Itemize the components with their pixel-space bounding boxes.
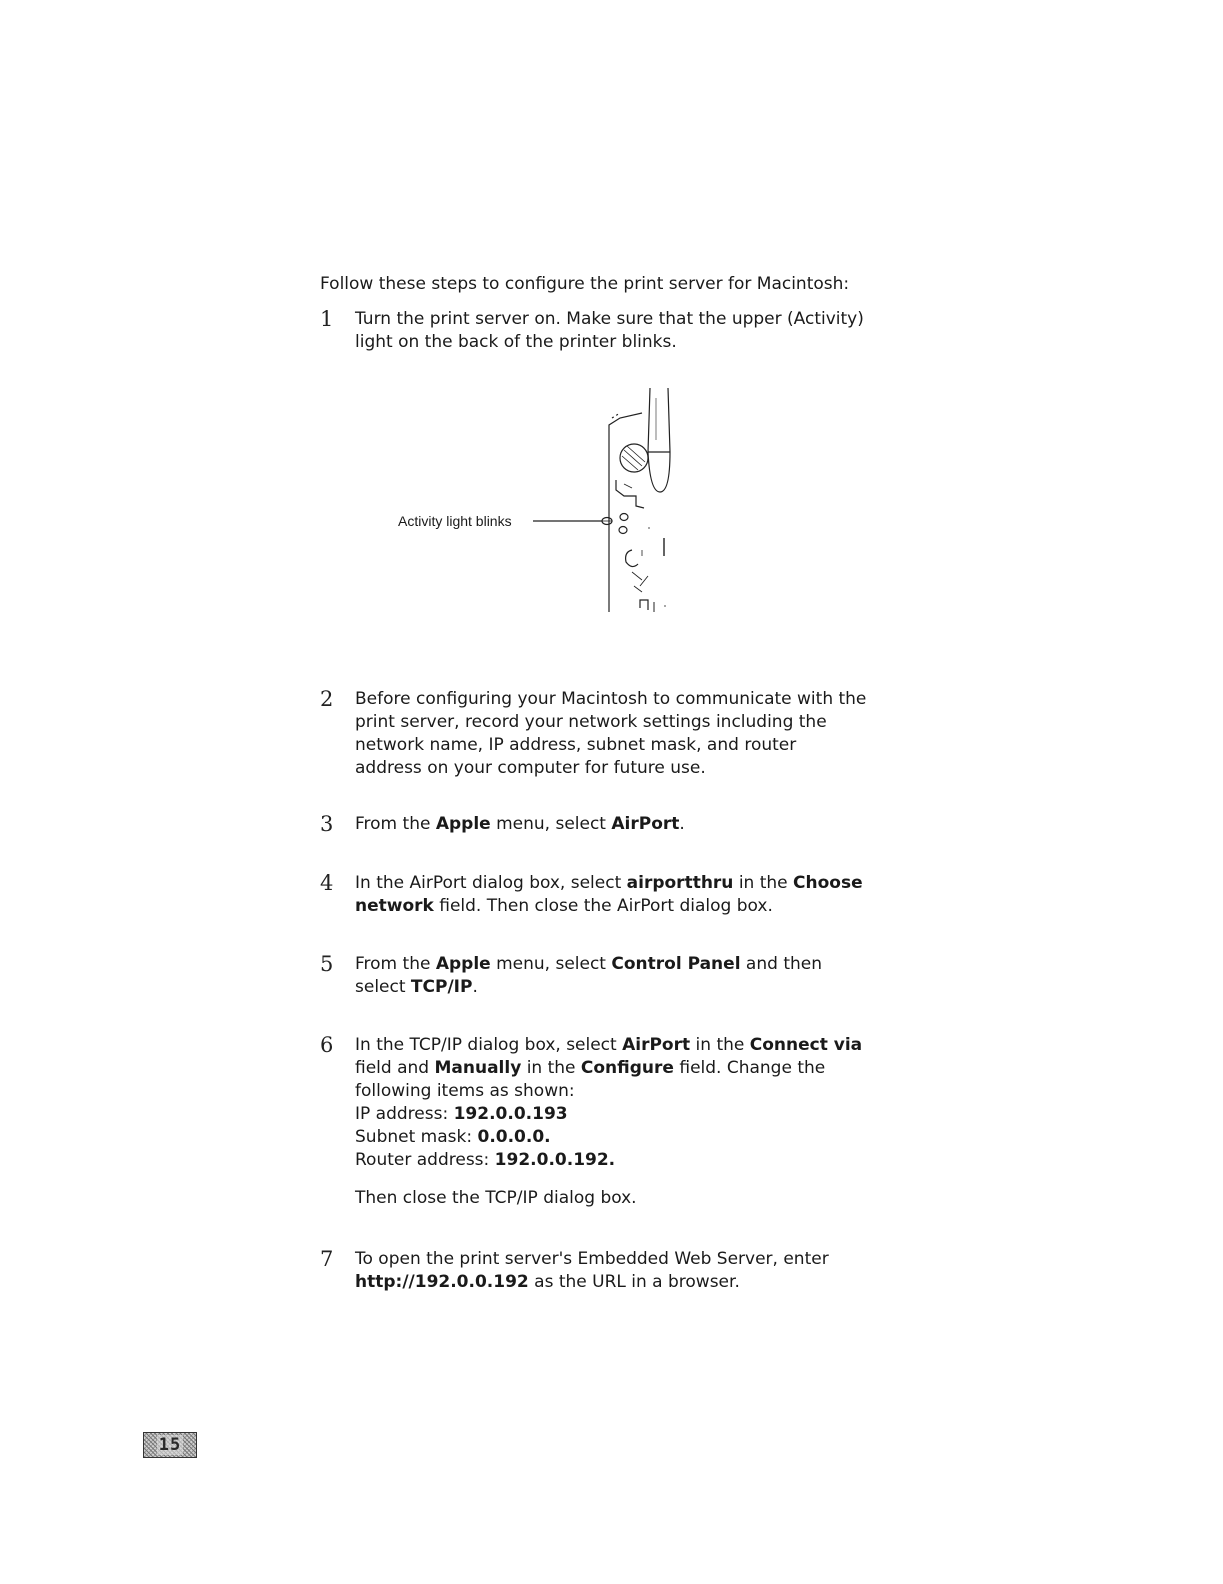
text-run: From the [355,814,436,834]
text-run: field. Change the [673,1058,826,1078]
bold-term: TCP/IP [410,977,473,997]
text-run: field. Then close the AirPort dialog box. [433,896,773,916]
printer-back-illustration [380,380,700,620]
step-line [355,1187,900,1210]
step-text [355,1248,900,1294]
step-line [355,813,900,836]
step-line [355,688,900,711]
line-gap [355,1172,900,1187]
antenna-icon [648,388,670,492]
step-number: 7 [320,1247,334,1271]
step-line [355,757,900,780]
text-run: light on the back of the printer blinks. [355,332,677,352]
text-run: In the TCP/IP dialog box, select [355,1035,623,1055]
step-line [355,308,900,331]
text-run: network name, IP address, subnet mask, and router [355,735,797,755]
printer-back-drawing [380,380,700,620]
bold-term: Configure [580,1058,674,1078]
step-line [355,1057,900,1080]
step-text [355,872,900,918]
indicator-light-icon [619,527,627,534]
activity-light-callout: Activity light blinks [398,513,512,529]
text-run: Turn the print server on. Make sure that the upper (Activity) [355,309,864,329]
text-run: . [472,977,478,997]
step-line [355,734,900,757]
network-port-icon [616,480,644,508]
step-line [355,1248,900,1271]
step-number: 3 [320,812,334,836]
text-run: Subnet mask: [355,1127,478,1147]
bold-term: AirPort [611,814,680,834]
step-number: 5 [320,952,334,976]
bold-term: Manually [434,1058,522,1078]
bold-term: Apple [435,954,491,974]
bold-term: AirPort [622,1035,691,1055]
bold-term: 192.0.0.193 [453,1104,568,1124]
step-text [355,1034,900,1210]
step-text [355,688,900,780]
step-line [355,1271,900,1294]
bold-term: http://192.0.0.192 [355,1272,529,1292]
text-run: From the [355,954,436,974]
connector-icon [626,550,638,567]
step-number: 4 [320,871,334,895]
text-run: Then close the TCP/IP dialog box. [355,1188,637,1208]
step-line [355,976,900,999]
text-run: menu, select [490,954,612,974]
text-run: as the URL in a browser. [528,1272,740,1292]
indicator-light-icon [620,514,628,521]
text-run: in the [521,1058,581,1078]
text-run: Before configuring your Macintosh to communicate with the [355,689,867,709]
text-run: In the AirPort dialog box, select [355,873,627,893]
bold-term: network [355,896,434,916]
text-run: IP address: [355,1104,454,1124]
step-number: 6 [320,1033,334,1057]
text-run: in the [733,873,794,893]
step-line [355,331,900,354]
page-number: 15 [158,1435,182,1455]
bold-term: Choose [793,873,863,893]
text-run: following items as shown: [355,1081,575,1101]
step-line [355,1080,900,1103]
text-run: menu, select [490,814,612,834]
page-number-badge [143,1432,197,1458]
step-line [355,711,900,734]
step-number: 2 [320,687,334,711]
bold-term: Control Panel [611,954,741,974]
step-line [355,895,900,918]
text-run: . [679,814,685,834]
step-text [355,308,900,354]
text-run: in the [690,1035,750,1055]
step-line [355,953,900,976]
step-text [355,813,900,836]
intro-text: Follow these steps to configure the print server for Macintosh: [320,274,850,294]
text-run: To open the print server's Embedded Web Server, enter [355,1249,829,1269]
step-line [355,1149,900,1172]
step-line [355,872,900,895]
text-run: and then [740,954,822,974]
step-number: 1 [320,307,334,331]
bold-term: airportthru [626,873,734,893]
text-run: print server, record your network settings including the [355,712,827,732]
step-line [355,1103,900,1126]
text-run: Router address: [355,1150,495,1170]
bold-term: Apple [435,814,491,834]
text-run: address on your computer for future use. [355,758,706,778]
bold-term: 192.0.0.192. [494,1150,616,1170]
port-icon [640,600,648,610]
bold-term: Connect via [749,1035,863,1055]
step-line [355,1126,900,1149]
text-run: select [355,977,411,997]
bold-term: 0.0.0.0. [477,1127,551,1147]
step-text [355,953,900,999]
step-line [355,1034,900,1057]
text-run: field and [355,1058,435,1078]
